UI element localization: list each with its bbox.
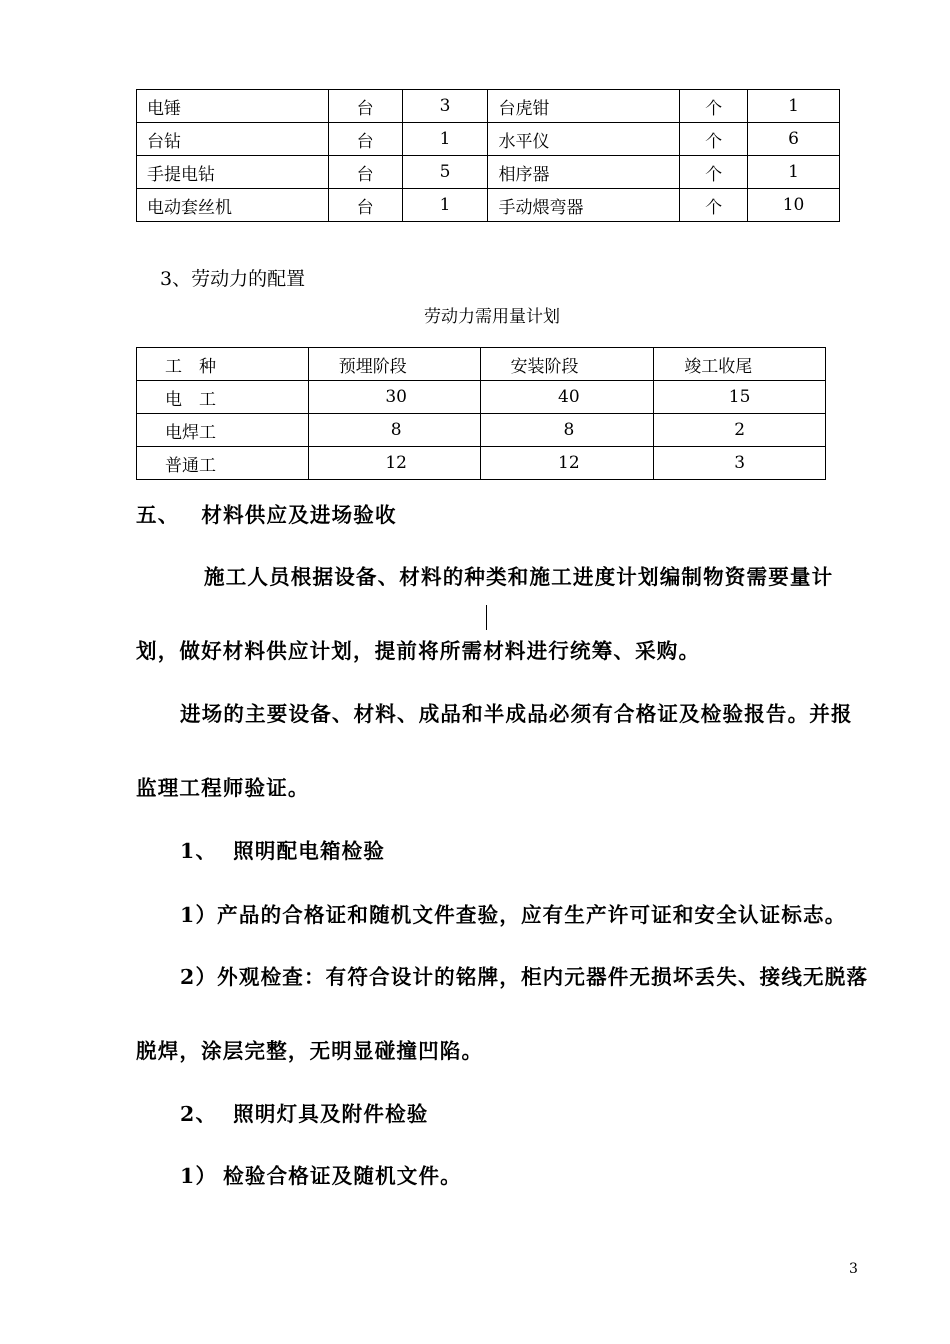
table-cell: 3 [402, 90, 488, 123]
table-cell: 个 [680, 156, 748, 189]
paragraph-line: 施工人员根据设备、材料的种类和施工进度计划编制物资需要量计 [204, 565, 834, 589]
table-cell: 台 [328, 90, 402, 123]
item-heading [180, 1097, 428, 1127]
item-number: 2、 [180, 1102, 218, 1126]
table-cell: 电 工 [137, 381, 309, 414]
item-text: 检验合格证及随机文件。 [223, 1164, 462, 1188]
paragraph-line: 监理工程师验证。 [136, 776, 310, 800]
table-cell: 40 [480, 381, 654, 414]
table-header-cell: 工 种 [137, 348, 309, 381]
table-header-row [137, 348, 826, 381]
table-cell: 手提电钻 [137, 156, 329, 189]
item-heading [180, 834, 385, 864]
table-cell: 相序器 [488, 156, 680, 189]
table-cell: 3 [654, 447, 826, 480]
section-heading [136, 498, 397, 528]
table-cell: 个 [680, 189, 748, 222]
table-row [137, 123, 840, 156]
table-cell: 12 [308, 447, 480, 480]
table-row [137, 447, 826, 480]
table-cell: 2 [654, 414, 826, 447]
table-cell: 水平仪 [488, 123, 680, 156]
equipment-table [136, 89, 840, 222]
table-cell: 普通工 [137, 447, 309, 480]
table-cell: 台 [328, 123, 402, 156]
table-cell: 8 [308, 414, 480, 447]
table-row [137, 189, 840, 222]
item-title: 照明灯具及附件检验 [233, 1102, 429, 1126]
section-heading-number: 五、 [136, 503, 180, 527]
table-row [137, 381, 826, 414]
text-cursor [486, 605, 487, 630]
item-title: 照明配电箱检验 [233, 839, 386, 863]
table-cell: 台钻 [137, 123, 329, 156]
table-header-cell: 预埋阶段 [308, 348, 480, 381]
paragraph-line: 2）外观检查：有符合设计的铭牌，柜内元器件无损坏丢失、接线无脱落 [180, 965, 869, 989]
labor-table [136, 347, 826, 480]
table-cell: 电锤 [137, 90, 329, 123]
table-cell: 台 [328, 156, 402, 189]
table-cell: 10 [748, 189, 840, 222]
paragraph-line: 脱焊，涂层完整，无明显碰撞凹陷。 [136, 1039, 484, 1063]
paragraph-line: 进场的主要设备、材料、成品和半成品必须有合格证及检验报告。并报 [180, 702, 853, 726]
table-cell: 电动套丝机 [137, 189, 329, 222]
table-cell: 个 [680, 90, 748, 123]
table-header-cell: 安装阶段 [480, 348, 654, 381]
table-row [137, 90, 840, 123]
table-cell: 1 [402, 123, 488, 156]
table-cell: 6 [748, 123, 840, 156]
table-row [137, 156, 840, 189]
paragraph-line [180, 1159, 462, 1189]
page-number: 3 [849, 1261, 858, 1277]
table-cell: 1 [748, 156, 840, 189]
table-cell: 30 [308, 381, 480, 414]
table-header-cell: 竣工收尾 [654, 348, 826, 381]
table-cell: 1 [402, 189, 488, 222]
table-cell: 台虎钳 [488, 90, 680, 123]
table-cell: 台 [328, 189, 402, 222]
item-number: 1） [180, 1164, 218, 1188]
table-cell: 电焊工 [137, 414, 309, 447]
section-heading-text: 材料供应及进场验收 [201, 503, 397, 527]
paragraph-line: 1）产品的合格证和随机文件查验，应有生产许可证和安全认证标志。 [180, 903, 847, 927]
table-cell: 1 [748, 90, 840, 123]
table-row [137, 414, 826, 447]
table-cell: 15 [654, 381, 826, 414]
table-cell: 5 [402, 156, 488, 189]
table-cell: 8 [480, 414, 654, 447]
paragraph-line: 划，做好材料供应计划，提前将所需材料进行统筹、采购。 [136, 639, 701, 663]
table-cell: 手动煨弯器 [488, 189, 680, 222]
table-cell: 12 [480, 447, 654, 480]
labor-section-heading: 3、劳动力的配置 [160, 268, 306, 290]
table-cell: 个 [680, 123, 748, 156]
item-number: 1、 [180, 839, 218, 863]
labor-table-caption: 劳动力需用量计划 [424, 307, 560, 327]
